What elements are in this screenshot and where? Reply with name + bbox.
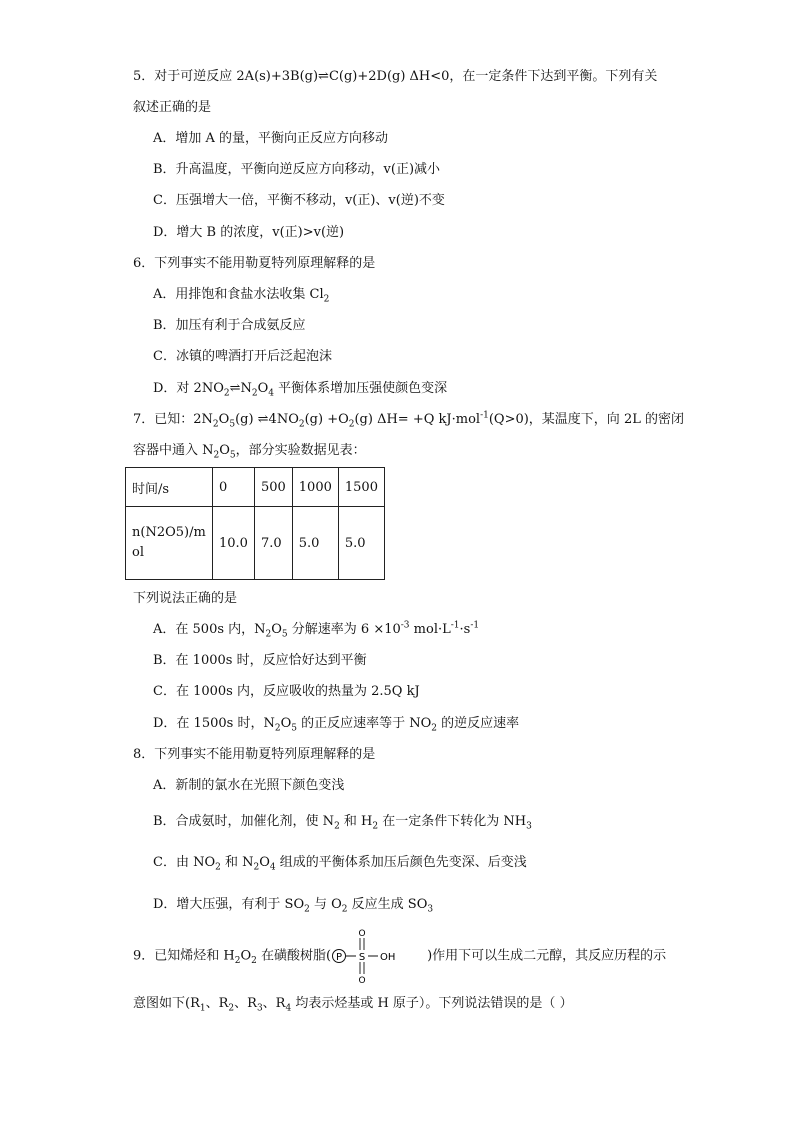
q6-option-d: D．对 $2NO_2\rightleftharpoons N_2O_4$ 平衡体系增加压强使颜色变深	[153, 381, 448, 399]
q6-option-b: B．加压有利于合成氨反应	[153, 318, 306, 333]
table-header-cell: 500	[254, 468, 292, 507]
table-header-cell: 时间/s	[126, 468, 213, 507]
table-header-cell: 1500	[338, 468, 384, 507]
table-cell: 7.0	[254, 507, 292, 580]
table-cell: 5.0	[338, 507, 384, 580]
q5-stem-line2: 叙述正确的是	[133, 100, 212, 115]
q9-stem-line2: 意图如下($R_1$、$R_2$、$R_3$、$R_4$ 均表示烃基或 H 原子）。下列说法错误的是（ ）	[133, 996, 573, 1014]
table-row-label: n(N2O5)/mol	[126, 507, 213, 580]
q8-option-d: D．增大压强，有利于 $SO_2$ 与 $O_2$ 反应生成 $SO_3$	[153, 897, 434, 915]
table-header-cell: 1000	[292, 468, 338, 507]
q5-option-a: A．增加 A 的量，平衡向正反应方向移动	[153, 131, 389, 146]
q7-option-d: D．在 1500s 时，$N_2O_5$ 的正反应速率等于 $NO_2$ 的逆反应速率	[153, 716, 520, 734]
resin-structure-svg	[331, 926, 427, 986]
resin-oh-label: OH	[380, 952, 396, 963]
q5-option-b: B．升高温度，平衡向逆反应方向移动，v(正)减小	[153, 162, 441, 177]
table-header-cell: 0	[213, 468, 255, 507]
q7-option-a: A．在 500s 内，$N_2O_5$ 分解速率为 $6 \times 10^{-3}$ $mol\cdot L^{-1}\cdot s^{-1}$	[153, 620, 480, 640]
resin-o-top-label: O	[358, 929, 366, 939]
q8-option-b: B．合成氨时，加催化剂，使 $N_2$ 和 $H_2$ 在一定条件下转化为 $NH_3$	[153, 814, 532, 832]
sulfonic-resin-structure	[331, 929, 427, 986]
q6-stem: 6．下列事实不能用勒夏特列原理解释的是	[133, 256, 376, 271]
resin-s-label: S	[358, 952, 366, 963]
resin-p-label: P	[336, 952, 343, 963]
q7-stem-line2: 容器中通入 $N_2O_5$，部分实验数据见表：	[133, 443, 366, 461]
q6-option-c: C．冰镇的啤酒打开后泛起泡沫	[153, 349, 332, 364]
q5-option-c: C．压强增大一倍，平衡不移动，v(正)、v(逆)不变	[153, 193, 445, 208]
q8-stem: 8．下列事实不能用勒夏特列原理解释的是	[133, 747, 376, 762]
q7-data-table	[125, 467, 385, 580]
q7-option-c: C．在 1000s 内，反应吸收的热量为 2.5Q kJ	[153, 684, 420, 699]
q5-option-d: D．增大 B 的浓度，v(正)>v(逆)	[153, 225, 345, 240]
q9-stem-line1: 9．已知烯烃和 $H_2O_2$ 在磺酸树脂( P S O O OH )作用下可以生成二元醇，其反应历程的示	[133, 947, 666, 966]
q7-after-table: 下列说法正确的是	[133, 591, 238, 606]
q7-stem-line1: 7．已知：$2N_2O_5(g)$ $\rightleftharpoons 4NO_2(g) +O_2(g)$ ΔH= +Q kJ·mol$^{-1}$(Q>0)，某温度下，向 2L 的密闭	[133, 410, 684, 430]
table-header-row	[126, 468, 385, 507]
q7-option-b: B．在 1000s 时，反应恰好达到平衡	[153, 653, 367, 668]
table-cell: 5.0	[292, 507, 338, 580]
q6-option-a: A．用排饱和食盐水法收集 $Cl_2$	[153, 287, 330, 305]
table-cell: 10.0	[213, 507, 255, 580]
q8-option-c: C．由 $NO_2$ 和 $N_2O_4$ 组成的平衡体系加压后颜色先变深、后变浅	[153, 855, 527, 873]
table-row	[126, 507, 385, 580]
q5-stem-line1: 5．对于可逆反应 2A(s)+3B(g)⇌C(g)+2D(g) ΔH<0，在一定条件下达到平衡。下列有关	[133, 69, 658, 84]
resin-o-bottom-label: O	[358, 976, 366, 986]
q8-option-a: A．新制的氯水在光照下颜色变浅	[153, 778, 345, 793]
